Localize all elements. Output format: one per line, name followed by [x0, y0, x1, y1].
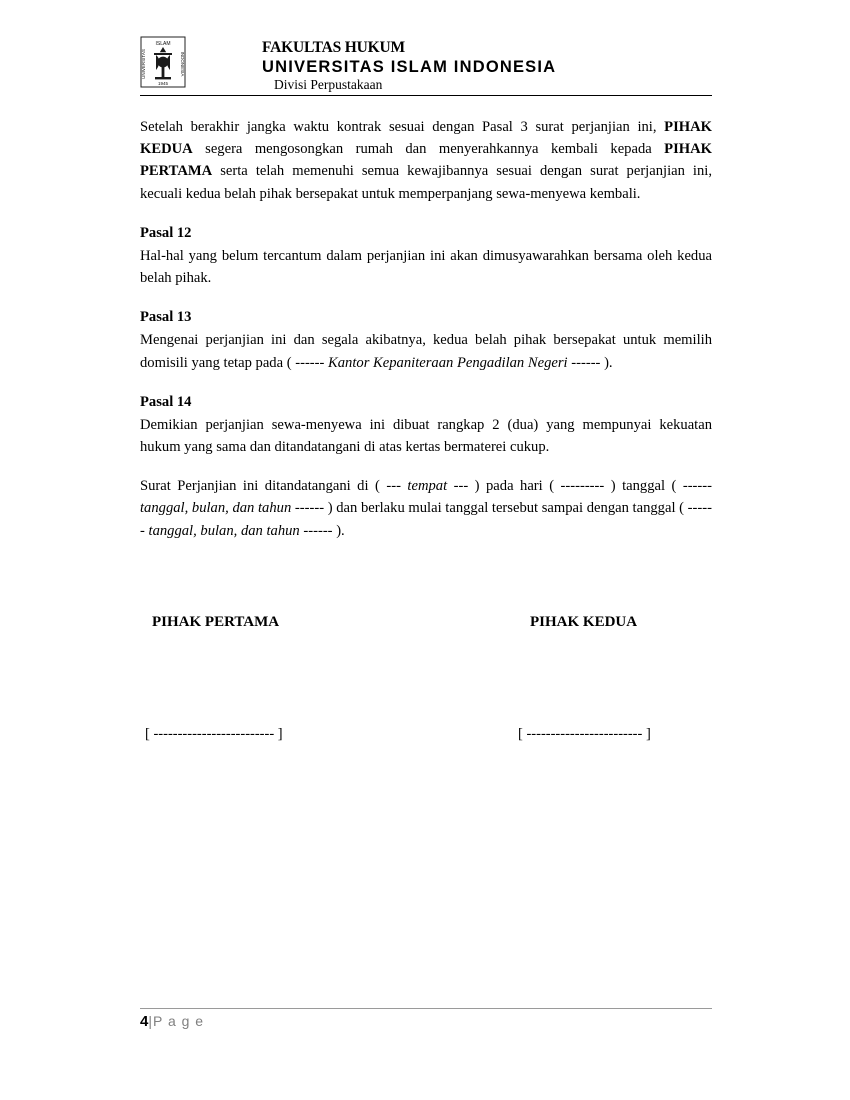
closing-block — [140, 475, 712, 542]
pasal-13-text-2: ------ ). — [567, 354, 613, 371]
intro-text-3: serta telah memenuhi semua kewajibannya sesuai dengan surat perjanjian ini, kecuali kedua belah pihak bersepakat untuk memperpanjang sewa-menyewa kembali. — [140, 163, 712, 202]
intro-text-2: segera mengosongkan rumah dan menyerahkannya kembali kepada — [192, 141, 665, 158]
pasal-13-text-1: Mengenai perjanjian ini dan segala akibatnya, kedua belah pihak bersepakat untuk memilih domisili yang tetap pada ( ------ — [140, 332, 712, 371]
pasal-12-block — [140, 222, 712, 290]
pasal-13-block — [140, 306, 712, 374]
footer-page-number: 4 — [140, 1013, 149, 1030]
footer-page-label: |P a g e — [148, 1013, 205, 1029]
intro-text-1: Setelah berakhir jangka waktu kontrak sesuai dengan Pasal 3 surat perjanjian ini, — [140, 119, 665, 136]
document-header — [140, 36, 712, 96]
pasal-13-title: Pasal 13 — [140, 309, 192, 326]
intro-bold-pihak-kedua: PIHAK KEDUA — [140, 119, 712, 158]
closing-text-3: ------ ) dan berlaku mulai tanggal tersebut sampai dengan tanggal ( ------ — [140, 500, 712, 539]
pasal-13-italic: Kantor Kepaniteraan Pengadilan Negeri — [328, 354, 568, 371]
document-body — [140, 116, 712, 542]
intro-bold-pihak-pertama: PIHAK PERTAMA — [140, 141, 712, 180]
university-name: UNIVERSITAS ISLAM INDONESIA — [262, 58, 557, 77]
pasal-14-title: Pasal 14 — [140, 393, 192, 410]
closing-paragraph — [140, 475, 712, 542]
closing-text-2: --- ) pada hari ( --------- ) tanggal ( ------ — [447, 478, 712, 495]
signature-label-pihak-pertama: PIHAK PERTAMA — [152, 613, 280, 630]
svg-text:UNIVERSITAS: UNIVERSITAS — [141, 49, 146, 79]
footer-divider — [140, 1008, 712, 1009]
signature-line-pihak-pertama: [ ------------------------- ] — [145, 725, 283, 742]
pasal-12-text: Hal-hal yang belum tercantum dalam perjanjian ini akan dimusyawarahkan bersama oleh kedua belah pihak. — [140, 247, 712, 287]
pasal-14-block — [140, 391, 712, 459]
signature-label-pihak-kedua: PIHAK KEDUA — [530, 613, 638, 630]
closing-italic-tanggal-2: tanggal, bulan, dan tahun — [148, 522, 300, 539]
svg-text:INDONESIA: INDONESIA — [180, 51, 185, 77]
document-footer — [140, 1008, 712, 1031]
closing-text-1: Surat Perjanjian ini ditandatangani di ( --- — [140, 478, 408, 495]
svg-text:ISLAM: ISLAM — [155, 41, 171, 47]
footer-page-indicator — [140, 1013, 712, 1031]
pasal-14-text: Demikian perjanjian sewa-menyewa ini dibuat rangkap 2 (dua) yang mempunyai kekuatan hukum yang sama dan ditandatangani di atas kertas bermaterei cukup. — [140, 416, 712, 456]
signature-line-pihak-kedua: [ ------------------------ ] — [518, 725, 651, 742]
intro-paragraph — [140, 116, 712, 205]
header-text-group — [194, 36, 556, 93]
signature-area — [140, 614, 712, 794]
pasal-12-title: Pasal 12 — [140, 224, 192, 241]
page-content — [140, 36, 712, 794]
division-name: Divisi Perpustakaan — [274, 77, 383, 93]
closing-text-4: ------ ). — [299, 522, 345, 539]
pasal-13-text — [140, 329, 712, 373]
closing-italic-tempat: tempat — [407, 478, 448, 495]
intro-paragraph-block — [140, 116, 712, 205]
svg-text:1945: 1945 — [157, 81, 169, 86]
university-crest-icon — [140, 36, 186, 88]
closing-italic-tanggal-1: tanggal, bulan, dan tahun — [140, 500, 292, 517]
faculty-name: FAKULTAS HUKUM — [262, 39, 405, 56]
